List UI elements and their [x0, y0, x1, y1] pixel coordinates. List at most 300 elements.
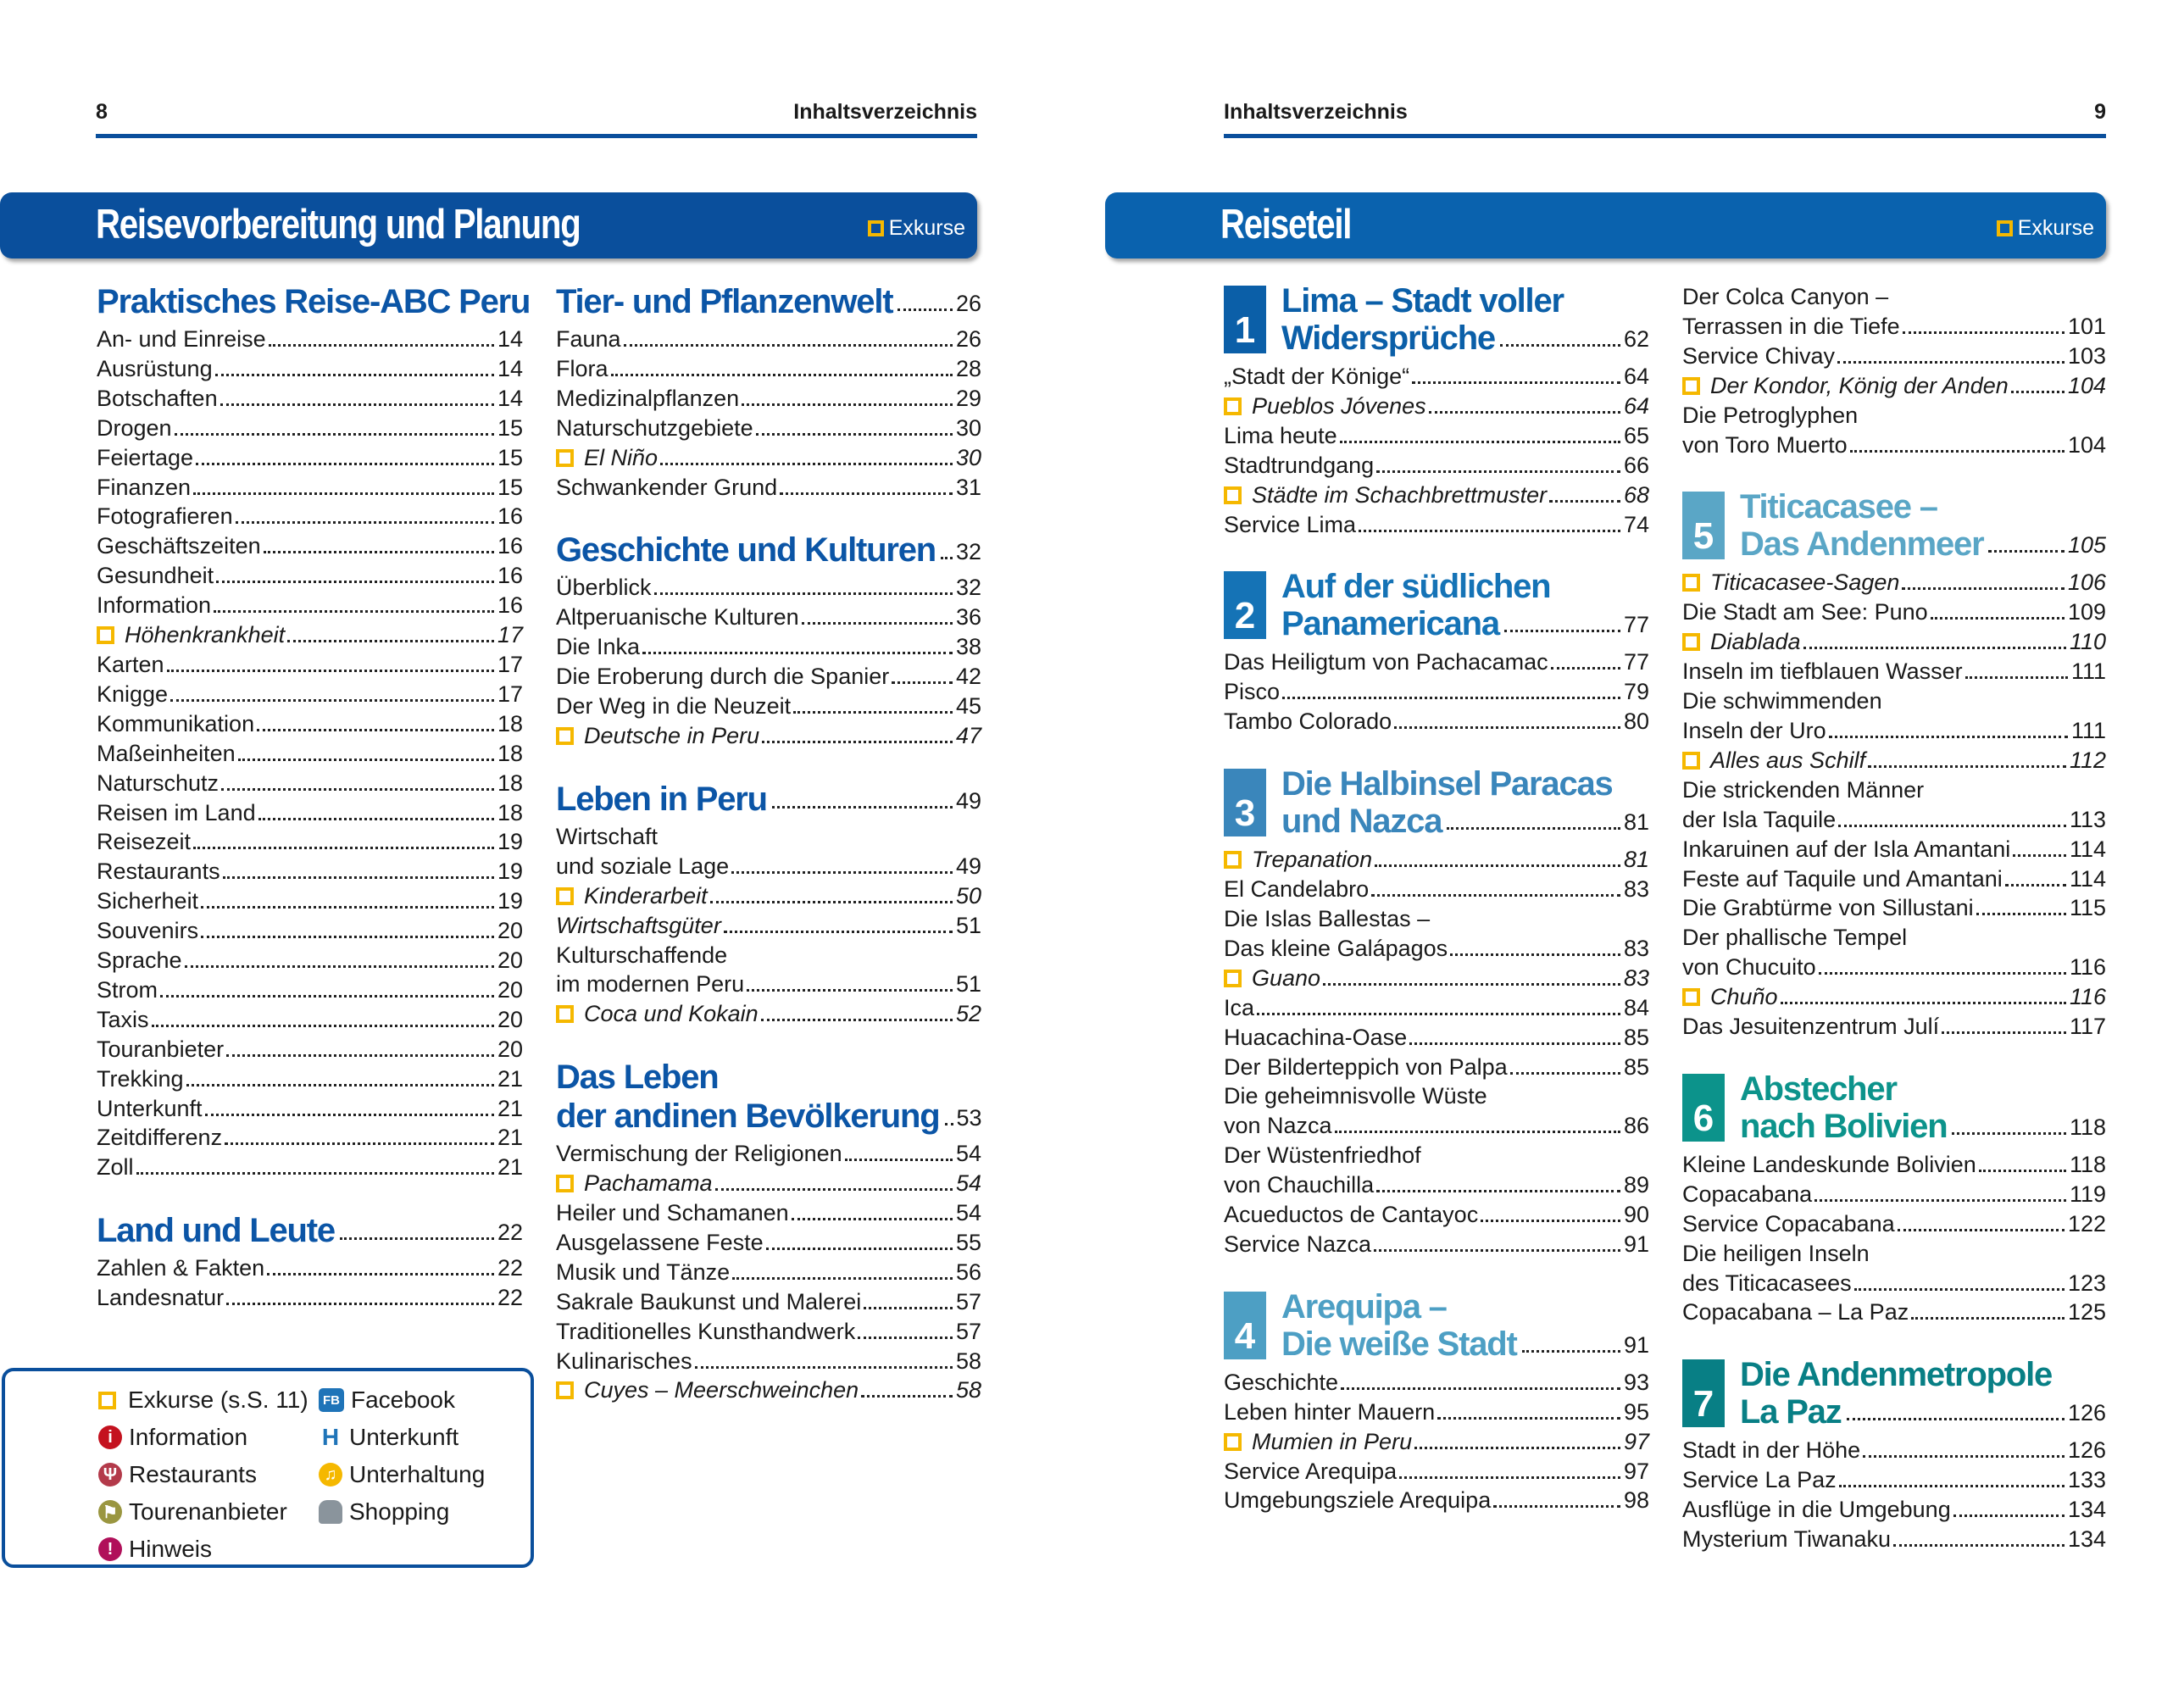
entry-page: 54 [955, 1200, 981, 1226]
entry-page: 104 [2067, 372, 2106, 398]
section-spacer [1224, 736, 1649, 765]
toc-entry[interactable] [1682, 342, 2106, 371]
section-page: 32 [955, 539, 981, 565]
toc-entry[interactable] [556, 443, 981, 473]
entry-page: 20 [497, 1036, 523, 1062]
toc-entry[interactable] [97, 1283, 523, 1313]
section-heading-line2[interactable] [556, 1097, 981, 1136]
toc-entry[interactable] [97, 561, 523, 591]
chapter-title-line1: Lima – Stadt voller [1281, 282, 1564, 320]
toc-entry[interactable] [1682, 1239, 2106, 1269]
dot-leader [747, 989, 953, 992]
toc-entry[interactable] [97, 886, 523, 916]
dot-leader [2005, 884, 2066, 886]
entry-page: 54 [955, 1170, 981, 1197]
toc-entry[interactable] [556, 1169, 981, 1198]
toc-entry[interactable] [97, 916, 523, 946]
entry-page: 79 [1623, 679, 1649, 705]
chapter-title-line1: Abstecher [1740, 1070, 1897, 1108]
dot-leader [1341, 1387, 1620, 1390]
toc-entry[interactable] [1682, 568, 2106, 597]
toc-entry[interactable] [1682, 371, 2106, 401]
entry-page: 30 [955, 414, 981, 441]
toc-entry[interactable] [97, 739, 523, 769]
dot-leader [611, 374, 953, 376]
right-page [1092, 0, 2184, 1695]
entry-page: 21 [497, 1125, 523, 1151]
entry-title: Leben hinter Mauern [1224, 1398, 1436, 1425]
dot-leader [1829, 736, 2068, 738]
entry-title: und soziale Lage [556, 853, 730, 879]
entry-page: 101 [2067, 313, 2106, 339]
toc-entry[interactable] [556, 1287, 981, 1317]
entry-page: 84 [1623, 994, 1649, 1020]
dot-leader [196, 463, 494, 465]
toc-entry[interactable] [97, 443, 523, 473]
toc-entry[interactable] [1682, 1525, 2106, 1554]
dot-leader [221, 788, 494, 791]
toc-entry[interactable] [1682, 923, 2106, 953]
toc-entry[interactable] [1682, 627, 2106, 657]
toc-entry[interactable] [97, 709, 523, 739]
toc-entry[interactable] [97, 1094, 523, 1124]
entry-title: Restaurants [97, 859, 220, 885]
toc-entry[interactable] [1224, 1111, 1649, 1141]
entry-title: Geschäftszeiten [97, 533, 261, 559]
entry-page: 15 [497, 474, 523, 500]
dot-leader [892, 681, 953, 684]
entry-page: 21 [497, 1095, 523, 1121]
toc-entry[interactable] [1224, 1141, 1649, 1170]
chapter-page: 105 [2067, 532, 2106, 559]
toc-entry[interactable] [1224, 1398, 1649, 1427]
entry-title: Heiler und Schamanen [556, 1200, 789, 1226]
entry-title: Sprache [97, 948, 182, 974]
section-heading-text: der andinen Bevölkerung [556, 1098, 940, 1136]
entry-page: 19 [497, 888, 523, 914]
toc-entry[interactable] [556, 1228, 981, 1258]
exkurs-square-icon [97, 626, 114, 644]
chapter-heading[interactable] [1682, 488, 2106, 563]
chapter-title-text: Widersprüche [1281, 320, 1495, 357]
toc-entry[interactable] [556, 721, 981, 751]
entry-page: 125 [2067, 1299, 2106, 1325]
dot-leader [205, 1114, 494, 1116]
dot-leader [1814, 1199, 2066, 1202]
toc-entry[interactable] [556, 1317, 981, 1347]
entry-title: Service Copacabana [1682, 1210, 1895, 1237]
dot-leader [1839, 1485, 2065, 1487]
running-title: Inhaltsverzeichnis [793, 100, 977, 124]
legend-item [98, 1536, 212, 1563]
toc-entry[interactable] [97, 827, 523, 857]
legend-item [98, 1461, 257, 1488]
toc-entry[interactable] [1224, 875, 1649, 904]
toc-entry[interactable] [1224, 1486, 1649, 1515]
entry-page: 38 [955, 634, 981, 660]
dot-leader [897, 308, 953, 311]
toc-entry[interactable] [556, 1139, 981, 1169]
toc-entry[interactable] [1224, 993, 1649, 1023]
toc-entry[interactable] [97, 769, 523, 798]
toc-entry[interactable] [1224, 392, 1649, 421]
chapter-heading[interactable] [1224, 1288, 1649, 1363]
page-number: 9 [2094, 100, 2106, 124]
entry-page: 97 [1623, 1458, 1649, 1484]
entry-title: Finanzen [97, 474, 192, 500]
exkurs-square-icon [868, 220, 884, 236]
toc-entry[interactable] [1682, 893, 2106, 923]
entry-page: 68 [1623, 481, 1649, 508]
toc-entry[interactable] [1682, 1269, 2106, 1298]
entry-title: Die geheimnisvolle Wüste [1224, 1083, 1487, 1109]
dot-leader [238, 759, 494, 761]
entry-page: 16 [497, 592, 523, 619]
toc-entry[interactable] [1682, 1465, 2106, 1495]
entry-page: 134 [2067, 1497, 2106, 1523]
toc-entry[interactable] [1682, 282, 2106, 312]
toc-entry[interactable] [1224, 1170, 1649, 1200]
toc-entry[interactable] [1224, 1053, 1649, 1082]
dot-leader [193, 492, 494, 495]
exkurs-square-icon [556, 449, 574, 467]
entry-title: Die Islas Ballestas – [1224, 905, 1431, 931]
toc-entry[interactable] [1682, 1012, 2106, 1042]
legend-label: Hinweis [129, 1536, 213, 1562]
toc-entry[interactable] [556, 822, 981, 852]
toc-entry[interactable] [97, 798, 523, 828]
toc-entry[interactable] [556, 662, 981, 692]
toc-entry[interactable] [1682, 597, 2106, 627]
dot-leader [226, 1054, 494, 1057]
toc-entry[interactable] [1224, 1081, 1649, 1111]
chapter-number-badge: 5 [1682, 492, 1725, 559]
toc-entry[interactable] [1682, 1150, 2106, 1180]
entry-title: Service La Paz [1682, 1467, 1837, 1493]
toc-entry[interactable] [1682, 1495, 2106, 1525]
chapter-title-line1: Die Andenmetropole [1740, 1356, 2053, 1394]
chapter-heading[interactable] [1224, 282, 1649, 357]
toc-entry[interactable] [556, 573, 981, 603]
entry-page: 103 [2067, 342, 2106, 369]
dot-leader [1988, 550, 2064, 553]
dot-leader [802, 622, 953, 625]
toc-entry[interactable] [1224, 362, 1649, 392]
toc-entry[interactable] [97, 680, 523, 709]
dot-leader [1374, 1249, 1620, 1252]
toc-entry[interactable] [97, 384, 523, 414]
toc-entry[interactable] [1224, 421, 1649, 451]
toc-entry[interactable] [1682, 864, 2106, 894]
toc-entry[interactable] [1224, 1230, 1649, 1259]
dot-leader [1903, 331, 2065, 334]
toc-entry[interactable] [556, 384, 981, 414]
toc-entry[interactable] [556, 692, 981, 721]
toc-entry[interactable] [1682, 401, 2106, 431]
entry-title: Deutsche in Peru [584, 722, 760, 748]
banner-title: Reiseteil [1220, 202, 1352, 247]
section-spacer [1224, 539, 1649, 568]
toc-entry[interactable] [97, 1005, 523, 1035]
chapter-title-line2 [1281, 320, 1649, 357]
chapter-heading[interactable] [1224, 568, 1649, 642]
toc-entry[interactable] [556, 941, 981, 970]
toc-entry[interactable] [1682, 805, 2106, 835]
entry-title: Trepanation [1252, 847, 1373, 873]
entry-page: 18 [497, 799, 523, 825]
chapter-title-text: Das Andenmeer [1740, 525, 1984, 564]
toc-entry[interactable] [1224, 451, 1649, 481]
toc-entry[interactable] [1682, 953, 2106, 982]
section-heading[interactable] [556, 282, 981, 321]
toc-entry[interactable] [556, 473, 981, 503]
dot-leader [1976, 913, 2066, 915]
section-banner [1105, 192, 2106, 258]
entry-title: Huacachina-Oase [1224, 1024, 1408, 1050]
dot-leader [1837, 361, 2065, 364]
toc-entry[interactable] [556, 603, 981, 632]
toc-entry[interactable] [1224, 1368, 1649, 1398]
dot-leader [1551, 667, 1620, 670]
entry-title: Feste auf Taquile und Amantani [1682, 865, 2003, 892]
entry-title: Drogen [97, 414, 172, 441]
entry-title: Flora [556, 355, 609, 381]
entry-page: 93 [1623, 1369, 1649, 1395]
section-heading[interactable] [556, 531, 981, 570]
entry-page: 19 [497, 829, 523, 855]
toc-entry[interactable] [556, 911, 981, 941]
toc-entry[interactable] [1682, 835, 2106, 864]
entry-page: 15 [497, 444, 523, 470]
toc-entry[interactable] [1224, 1457, 1649, 1487]
toc-entry[interactable] [556, 999, 981, 1029]
dot-leader [1323, 983, 1620, 986]
entry-title: Gesundheit [97, 563, 214, 589]
toc-entry[interactable] [556, 632, 981, 662]
dot-leader [1376, 470, 1620, 473]
toc-entry[interactable] [1224, 1023, 1649, 1053]
dot-leader [1335, 1131, 1620, 1133]
legend-item [319, 1387, 455, 1414]
entry-title: der Isla Taquile [1682, 806, 1837, 832]
section-spacer [556, 1029, 981, 1058]
dot-leader [1376, 1190, 1620, 1192]
toc-entry[interactable] [97, 591, 523, 620]
toc-entry[interactable] [1682, 657, 2106, 686]
dot-leader [223, 876, 494, 879]
entry-page: 31 [955, 474, 981, 500]
toc-entry[interactable] [97, 414, 523, 443]
toc-entry[interactable] [1682, 1436, 2106, 1465]
dot-leader [715, 1188, 953, 1191]
toc-entry[interactable] [556, 414, 981, 443]
entry-title: Fotografieren [97, 503, 233, 530]
toc-entry[interactable] [97, 502, 523, 531]
dot-leader [732, 1277, 953, 1280]
entry-title: Umgebungsziele Arequipa [1224, 1487, 1492, 1514]
dot-leader [1359, 530, 1620, 532]
dot-leader [264, 551, 494, 553]
toc-entry[interactable] [1682, 982, 2106, 1012]
entry-page: 21 [497, 1065, 523, 1092]
toc-entry[interactable] [556, 1258, 981, 1287]
legend-item [98, 1498, 287, 1526]
chapter-heading[interactable] [1682, 1356, 2106, 1431]
entry-title: Das Jesuitenzentrum Julí [1682, 1014, 1940, 1040]
toc-entry[interactable] [556, 1347, 981, 1376]
toc-entry[interactable] [1224, 904, 1649, 934]
toc-entry[interactable] [1682, 716, 2106, 746]
chapter-page: 77 [1623, 612, 1649, 638]
toc-entry[interactable] [1224, 677, 1649, 707]
toc-entry[interactable] [97, 1035, 523, 1064]
toc-entry[interactable] [1682, 775, 2106, 805]
chapter-title-line1: Arequipa – [1281, 1287, 1447, 1325]
toc-entry[interactable] [97, 946, 523, 975]
dot-leader [185, 965, 494, 968]
toc-entry[interactable] [1682, 1209, 2106, 1239]
entry-title: Kulinarisches [556, 1348, 692, 1374]
toc-entry[interactable] [556, 1198, 981, 1228]
section-page: 53 [956, 1105, 982, 1131]
toc-entry[interactable] [1224, 647, 1649, 677]
entry-title: Stadtrundgang [1224, 452, 1375, 478]
entry-page: 54 [955, 1141, 981, 1167]
entry-title: Mumien in Peru [1252, 1428, 1413, 1454]
section-heading[interactable] [556, 780, 981, 819]
entry-page: 126 [2067, 1437, 2106, 1464]
chapter-heading[interactable] [1224, 765, 1649, 840]
running-title: Inhaltsverzeichnis [1224, 100, 1408, 124]
entry-title: Naturschutzgebiete [556, 414, 753, 441]
toc-entry[interactable] [1224, 707, 1649, 736]
toc-entry[interactable] [97, 325, 523, 354]
entry-page: 18 [497, 740, 523, 766]
entry-title: des Titicacasees [1682, 1270, 1852, 1296]
toc-entry[interactable] [1224, 481, 1649, 510]
dot-leader [1409, 1042, 1620, 1045]
section-heading[interactable] [97, 282, 531, 321]
section-heading[interactable] [556, 1058, 981, 1097]
dot-leader [1450, 953, 1620, 956]
dot-leader [193, 847, 494, 849]
toc-entry[interactable] [1224, 1427, 1649, 1457]
toc-entry[interactable] [97, 473, 523, 503]
entry-title: Überblick [556, 575, 652, 601]
entry-title: Guano [1252, 964, 1321, 991]
dot-leader [864, 1307, 953, 1309]
entry-title: An- und Einreise [97, 326, 266, 352]
legend-label: Unterkunft [349, 1424, 459, 1450]
entry-page: 134 [2067, 1526, 2106, 1553]
toc-entry[interactable] [556, 354, 981, 384]
section-heading-text: Geschichte und Kulturen [556, 531, 936, 570]
entry-title: Die strickenden Männer [1682, 776, 1925, 803]
chapter-page: 91 [1623, 1331, 1649, 1358]
chapter-heading[interactable] [1682, 1070, 2106, 1145]
toc-entry[interactable] [556, 970, 981, 999]
toc-entry[interactable] [1682, 686, 2106, 716]
dot-leader [1952, 1132, 2065, 1135]
exkurs-square-icon [1682, 752, 1700, 770]
entry-title: Die Stadt am See: Puno [1682, 599, 1928, 625]
entry-page: 18 [497, 770, 523, 796]
entry-title: Service Chivay [1682, 342, 1836, 369]
toc-entry[interactable] [1224, 845, 1649, 875]
entry-page: 77 [1623, 649, 1649, 675]
entry-page: 28 [955, 355, 981, 381]
toc-entry[interactable] [1224, 934, 1649, 964]
dot-leader [215, 374, 494, 376]
toc-entry[interactable] [97, 1064, 523, 1094]
chapter-title-line2 [1740, 1108, 2106, 1145]
entry-title: Copacabana [1682, 1181, 1813, 1207]
toc-entry[interactable] [97, 1123, 523, 1153]
entry-page: 114 [2069, 865, 2106, 892]
dot-leader [695, 1366, 953, 1369]
toc-entry[interactable] [97, 857, 523, 886]
entry-page: 18 [497, 710, 523, 736]
toc-column-2 [1682, 282, 2106, 1554]
entry-title: von Toro Muerto [1682, 431, 1848, 458]
entry-page: 51 [955, 912, 981, 938]
section-heading[interactable] [97, 1211, 523, 1250]
dot-leader [1412, 381, 1620, 384]
toc-entry[interactable] [1682, 431, 2106, 460]
toc-entry[interactable] [556, 852, 981, 881]
toc-entry[interactable] [1224, 1200, 1649, 1230]
entry-title: Knigge [97, 681, 169, 707]
section-spacer [556, 502, 981, 531]
entry-page: 116 [2069, 954, 2106, 981]
toc-entry[interactable] [1224, 964, 1649, 993]
toc-entry[interactable] [1224, 510, 1649, 540]
toc-entry[interactable] [1682, 1180, 2106, 1209]
dot-leader [861, 1395, 953, 1398]
section-page: 26 [955, 291, 981, 316]
toc-entry[interactable] [97, 531, 523, 561]
toc-entry[interactable] [556, 325, 981, 354]
toc-entry[interactable] [97, 975, 523, 1005]
toc-entry[interactable] [97, 650, 523, 680]
entry-title: Fauna [556, 326, 621, 352]
entry-page: 64 [1623, 392, 1649, 419]
dot-leader [258, 818, 494, 820]
legend-label: Facebook [351, 1387, 455, 1413]
dot-leader [152, 1025, 494, 1027]
toc-entry[interactable] [97, 620, 523, 650]
entry-page: 17 [497, 651, 523, 677]
toc-entry[interactable] [556, 881, 981, 911]
entry-page: 118 [2069, 1151, 2106, 1177]
entry-title: Service Nazca [1224, 1231, 1372, 1257]
toc-entry[interactable] [97, 1253, 523, 1283]
entry-page: 20 [497, 948, 523, 974]
toc-entry[interactable] [1682, 312, 2106, 342]
toc-entry[interactable] [97, 354, 523, 384]
toc-entry[interactable] [97, 1153, 523, 1182]
chapter-title-line2 [1281, 803, 1649, 840]
dot-leader [710, 901, 953, 903]
toc-entry[interactable] [1682, 746, 2106, 775]
dot-leader [201, 906, 494, 909]
toc-entry[interactable] [556, 1375, 981, 1405]
entry-title: Kommunikation [97, 710, 255, 736]
entry-page: 17 [497, 622, 523, 648]
chapter-title-line1: Titicacasee – [1740, 488, 1937, 526]
chapter-page: 81 [1623, 809, 1649, 836]
toc-entry[interactable] [1682, 1298, 2106, 1327]
